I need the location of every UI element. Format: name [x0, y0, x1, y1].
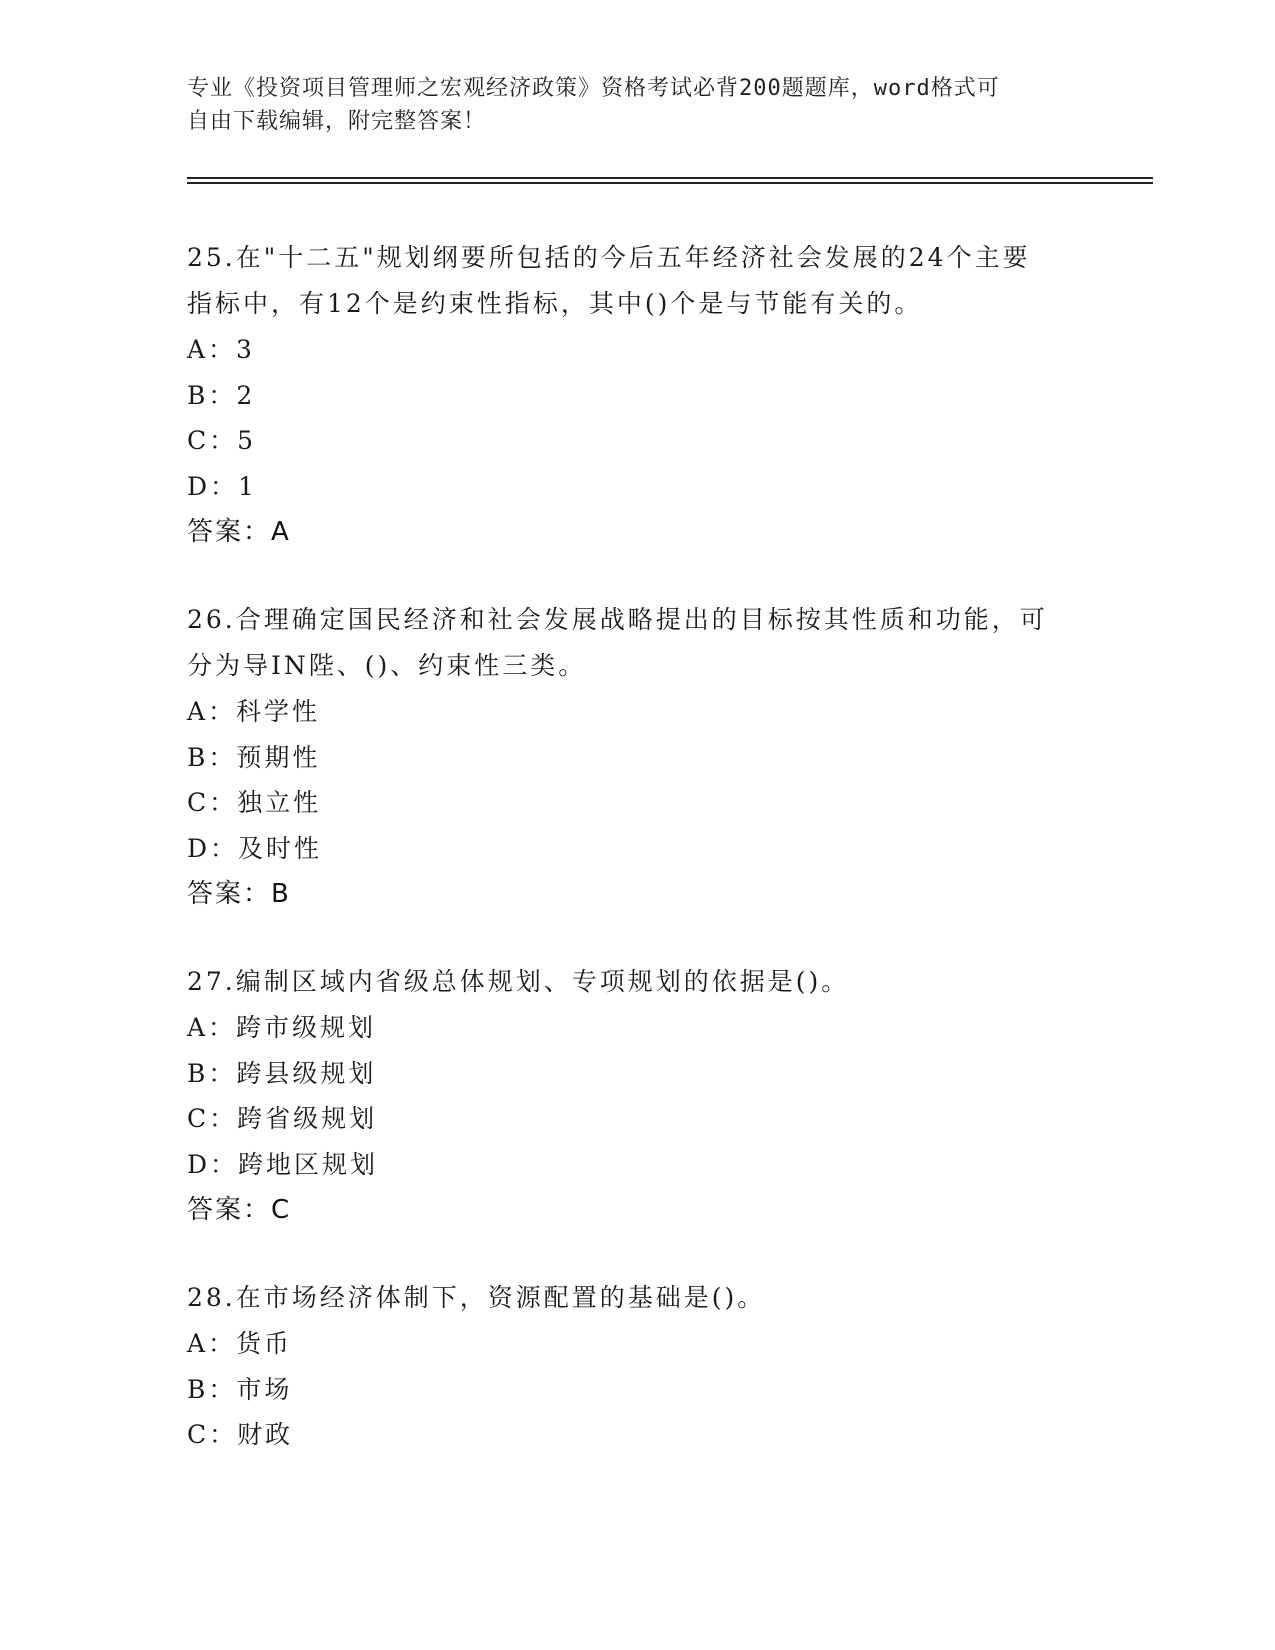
option-b: B：市场	[187, 1374, 293, 1404]
option-c: C：跨省级规划	[187, 1104, 378, 1133]
header-divider-bottom	[187, 182, 1153, 184]
question-text-line-1: 合理确定国民经济和社会发展战略提出的目标按其性质和功能，可	[235, 605, 1048, 634]
question-26	[187, 597, 1087, 917]
question-25	[187, 235, 1087, 555]
header-divider-top	[187, 177, 1153, 179]
option-b: B：跨县级规划	[187, 1058, 377, 1088]
option-a: A：跨市级规划	[187, 1013, 377, 1042]
option-a: A：货币	[187, 1329, 293, 1358]
option-b: B：预期性	[187, 742, 321, 772]
question-number: 25.	[187, 243, 236, 272]
question-text-line-2: 分为导IN陛、()、约束性三类。	[187, 651, 587, 680]
option-c: C：财政	[187, 1420, 294, 1449]
option-c: C：5	[187, 426, 257, 455]
question-text-line-2: 指标中，有12个是约束性指标，其中()个是与节能有关的。	[187, 289, 923, 318]
question-list	[187, 235, 1087, 1500]
question-text-line-1: 编制区域内省级总体规划、专项规划的依据是()。	[235, 967, 850, 996]
question-text-line-1: 在市场经济体制下，资源配置的基础是()。	[235, 1283, 766, 1312]
question-number: 26.	[187, 605, 236, 634]
option-a: A：科学性	[187, 697, 321, 726]
document-header	[187, 72, 1077, 138]
question-text-line-1: 在"十二五"规划纲要所包括的今后五年经济社会发展的24个主要	[235, 243, 1031, 272]
answer: 答案：B	[187, 879, 291, 909]
option-b: B：2	[187, 380, 256, 410]
answer: 答案：C	[187, 1195, 292, 1225]
option-a: A：3	[187, 335, 255, 364]
option-d: D：跨地区规划	[187, 1149, 379, 1179]
option-c: C：独立性	[187, 788, 322, 817]
question-28	[187, 1275, 1087, 1458]
option-d: D：及时性	[187, 833, 323, 863]
question-27	[187, 959, 1087, 1233]
question-number: 27.	[187, 967, 236, 996]
question-number: 28.	[187, 1283, 236, 1312]
header-line-1: 专业《投资项目管理师之宏观经济政策》资格考试必背200题题库，word格式可	[187, 76, 1000, 101]
option-d: D：1	[187, 471, 257, 501]
answer: 答案：A	[187, 517, 291, 547]
header-line-2: 自由下载编辑，附完整答案！	[187, 109, 487, 134]
